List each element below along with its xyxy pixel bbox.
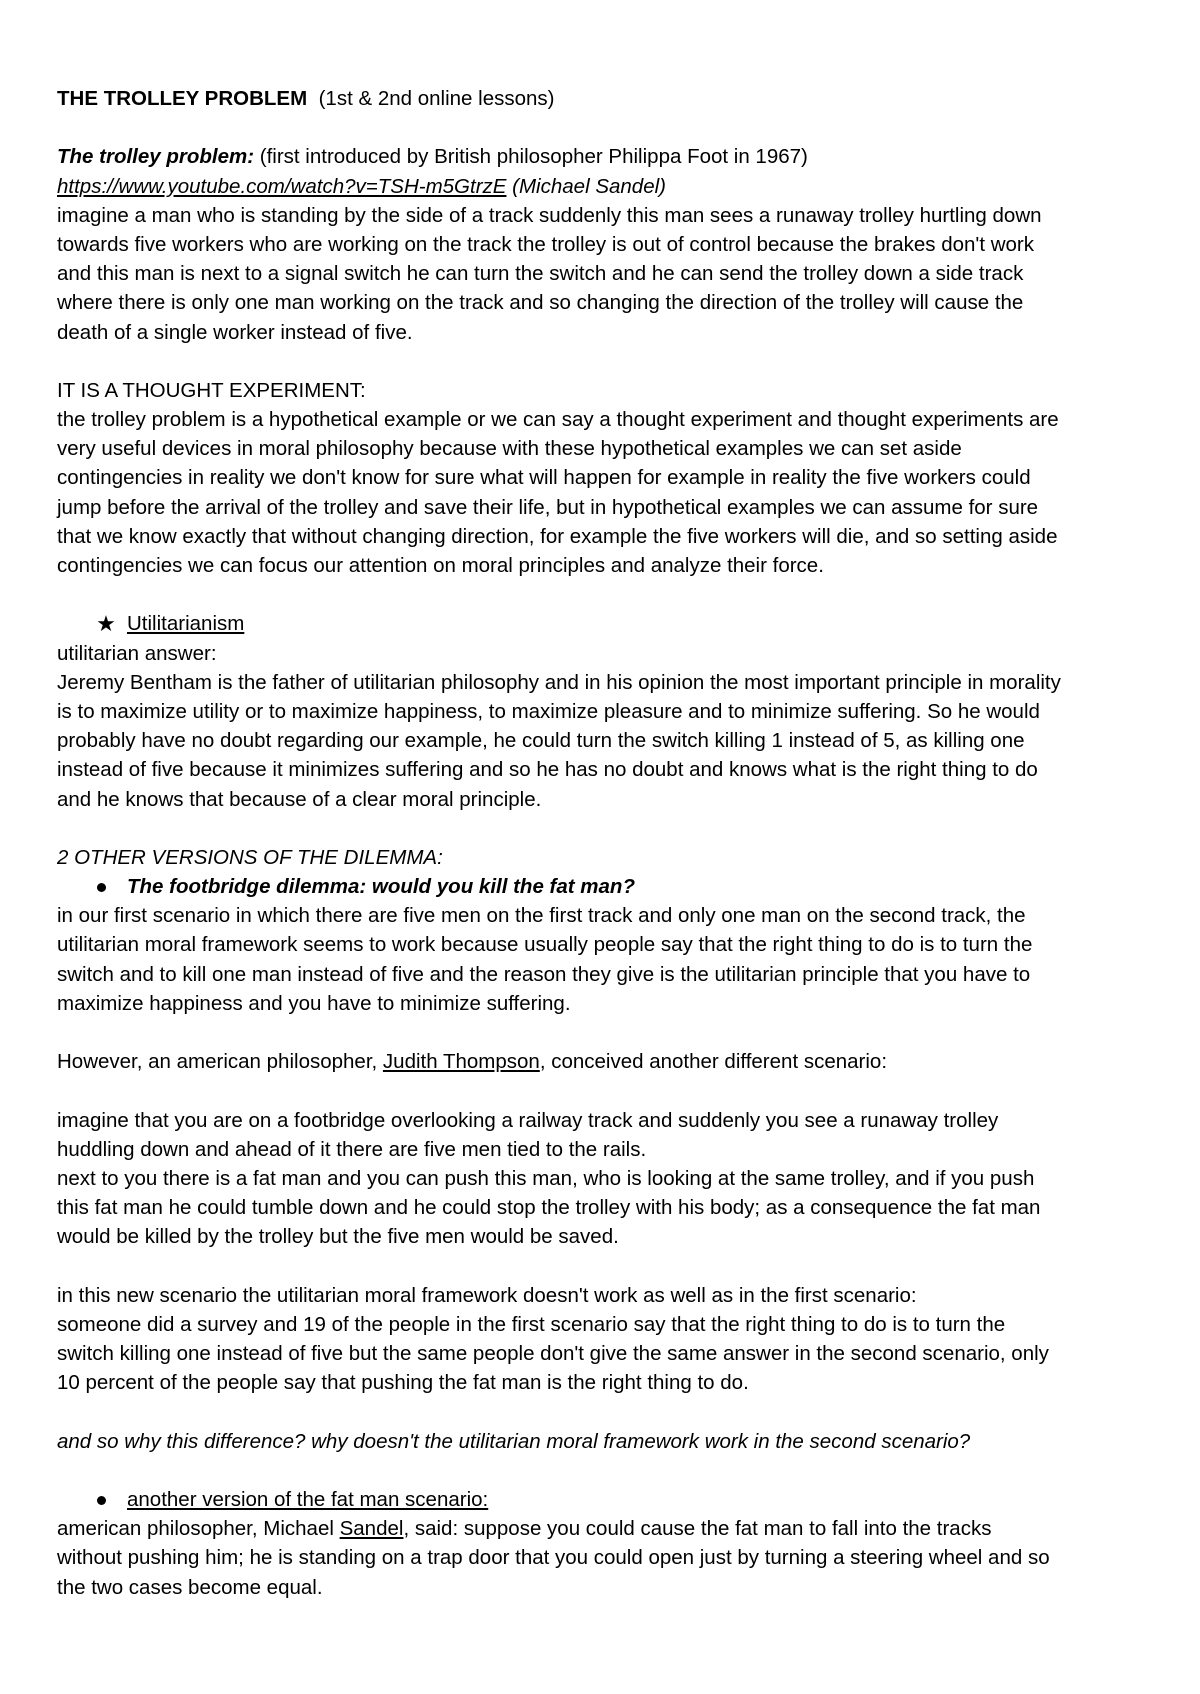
utilitarianism-heading: Utilitarianism [127, 612, 245, 636]
sandel-paragraph-line: the two cases become equal. [57, 1575, 323, 1599]
sandel-line [57, 1514, 1157, 1543]
intro-paragraph-line: death of a single worker instead of five. [57, 320, 413, 344]
intro-paragraph-line: imagine a man who is standing by the side of a track suddenly this man sees a runaway trolley hurtling down [57, 203, 1042, 227]
scenario-paragraph-line: this fat man he could tumble down and he could stop the trolley with his body; as a consequence the fat man [57, 1196, 1041, 1220]
utilitarian-paragraph-line: Jeremy Bentham is the father of utilitarian philosophy and in his opinion the most important principle in morality [57, 670, 1061, 694]
versions-heading: 2 OTHER VERSIONS OF THE DILEMMA: [57, 845, 443, 869]
intro-paragraph-line: towards five workers who are working on the track the trolley is out of control because the brakes don't work [57, 232, 1034, 256]
utilitarian-paragraph-line: probably have no doubt regarding our example, he could turn the switch killing 1 instead of 5, as killing one [57, 729, 1025, 753]
footbridge-heading: The footbridge dilemma: would you kill the fat man? [127, 875, 635, 899]
thought-paragraph-line: that we know exactly that without changing direction, for example the five workers will die, and so setting aside [57, 524, 1058, 548]
survey-paragraph-line: 10 percent of the people say that pushing the fat man is the right thing to do. [57, 1371, 749, 1395]
thompson-name: Judith Thompson [382, 1050, 540, 1074]
footbridge-paragraph-line: in our first scenario in which there are five men on the first track and only one man on the second track, the [57, 904, 1026, 928]
scenario-paragraph-line: imagine that you are on a footbridge overlooking a railway track and suddenly you see a runaway trolley [57, 1108, 999, 1132]
sandel-paragraph-line: without pushing him; he is standing on a trap door that you could open just by turning a steering wheel and so [57, 1546, 1050, 1570]
utilitarian-paragraph-line: is to maximize utility or to maximize happiness, to maximize pleasure and to minimize suffering. So he would [57, 699, 1040, 723]
thought-paragraph-line: jump before the arrival of the trolley and save their life, but in hypothetical examples we can assume for sure [57, 495, 1039, 519]
utilitarian-paragraph-line: and he knows that because of a clear moral principle. [57, 787, 542, 811]
sandel-post: , said: suppose you could cause the fat man to fall into the tracks [403, 1517, 992, 1541]
video-link-note: (Michael Sandel) [512, 174, 666, 198]
document-page [57, 84, 1157, 1602]
footbridge-paragraph-line: switch and to kill one man instead of five and the reason they give is the utilitarian principle that you have to [57, 962, 1031, 986]
intro-paragraph-line: and this man is next to a signal switch he can turn the switch and he can send the trolley down a side track [57, 262, 1024, 286]
thought-paragraph-line: the trolley problem is a hypothetical example or we can say a thought experiment and thought experiments are [57, 408, 1059, 432]
scenario-paragraph-line: would be killed by the trolley but the five men would be saved. [57, 1225, 619, 1249]
survey-paragraph-line: in this new scenario the utilitarian moral framework doesn't work as well as in the first scenario: [57, 1283, 917, 1307]
survey-paragraph-line: switch killing one instead of five but the same people don't give the same answer in the second scenario, only [57, 1342, 1049, 1366]
sandel-pre: american philosopher, Michael [57, 1517, 340, 1541]
thought-paragraph-line: contingencies we can focus our attention on moral principles and analyze their force. [57, 554, 824, 577]
footbridge-paragraph-line: utilitarian moral framework seems to work because usually people say that the right thing to do is to turn the [57, 933, 1033, 957]
intro-link-line [57, 172, 1157, 201]
video-link[interactable]: https://www.youtube.com/watch?v=TSH-m5GtrzE [57, 174, 507, 198]
intro-paragraph-line: where there is only one man working on the track and so changing the direction of the trolley will cause the [57, 291, 1024, 315]
bullet-dot-icon [97, 1496, 106, 1505]
footbridge-bullet-item [57, 872, 1157, 901]
thought-heading: IT IS A THOUGHT EXPERIMENT: [57, 378, 366, 402]
scenario-paragraph-line: huddling down and ahead of it there are five men tied to the rails. [57, 1137, 647, 1161]
intro-heading: The trolley problem: [57, 145, 255, 169]
thought-paragraph-line: contingencies in reality we don't know for sure what will happen for example in reality the five workers could [57, 466, 1031, 490]
star-bullet-icon: ★ [96, 611, 116, 637]
intro-heading-line [57, 142, 1157, 171]
scenario-paragraph-line: next to you there is a fat man and you can push this man, who is looking at the same trolley, and if you push [57, 1166, 1035, 1190]
title-sub: (1st & 2nd online lessons) [318, 87, 555, 110]
utilitarian-subheading: utilitarian answer: [57, 641, 217, 665]
document-title [57, 84, 1157, 113]
question-line: and so why this difference? why doesn't the utilitarian moral framework work in the second scenario? [57, 1429, 971, 1453]
intro-heading-note: (first introduced by British philosopher Philippa Foot in 1967) [259, 145, 808, 169]
thompson-post: , conceived another different scenario: [539, 1050, 888, 1074]
utilitarian-paragraph-line: instead of five because it minimizes suffering and so he has no doubt and knows what is the right thing to do [57, 758, 1038, 782]
footbridge-paragraph-line: maximize happiness and you have to minimize suffering. [57, 991, 571, 1015]
bullet-dot-icon [97, 883, 106, 892]
thompson-line [57, 1047, 1157, 1076]
title-main: THE TROLLEY PROBLEM [57, 87, 308, 110]
thompson-pre: However, an american philosopher, [57, 1050, 383, 1074]
thought-paragraph-line: very useful devices in moral philosophy because with these hypothetical examples we can set aside [57, 437, 962, 461]
another-version-heading: another version of the fat man scenario: [127, 1488, 489, 1511]
survey-paragraph-line: someone did a survey and 19 of the people in the first scenario say that the right thing to do is to turn the [57, 1312, 1006, 1336]
sandel-name: Sandel [339, 1517, 404, 1541]
another-version-bullet-item [57, 1485, 1157, 1514]
utilitarianism-bullet-item [57, 609, 1157, 638]
